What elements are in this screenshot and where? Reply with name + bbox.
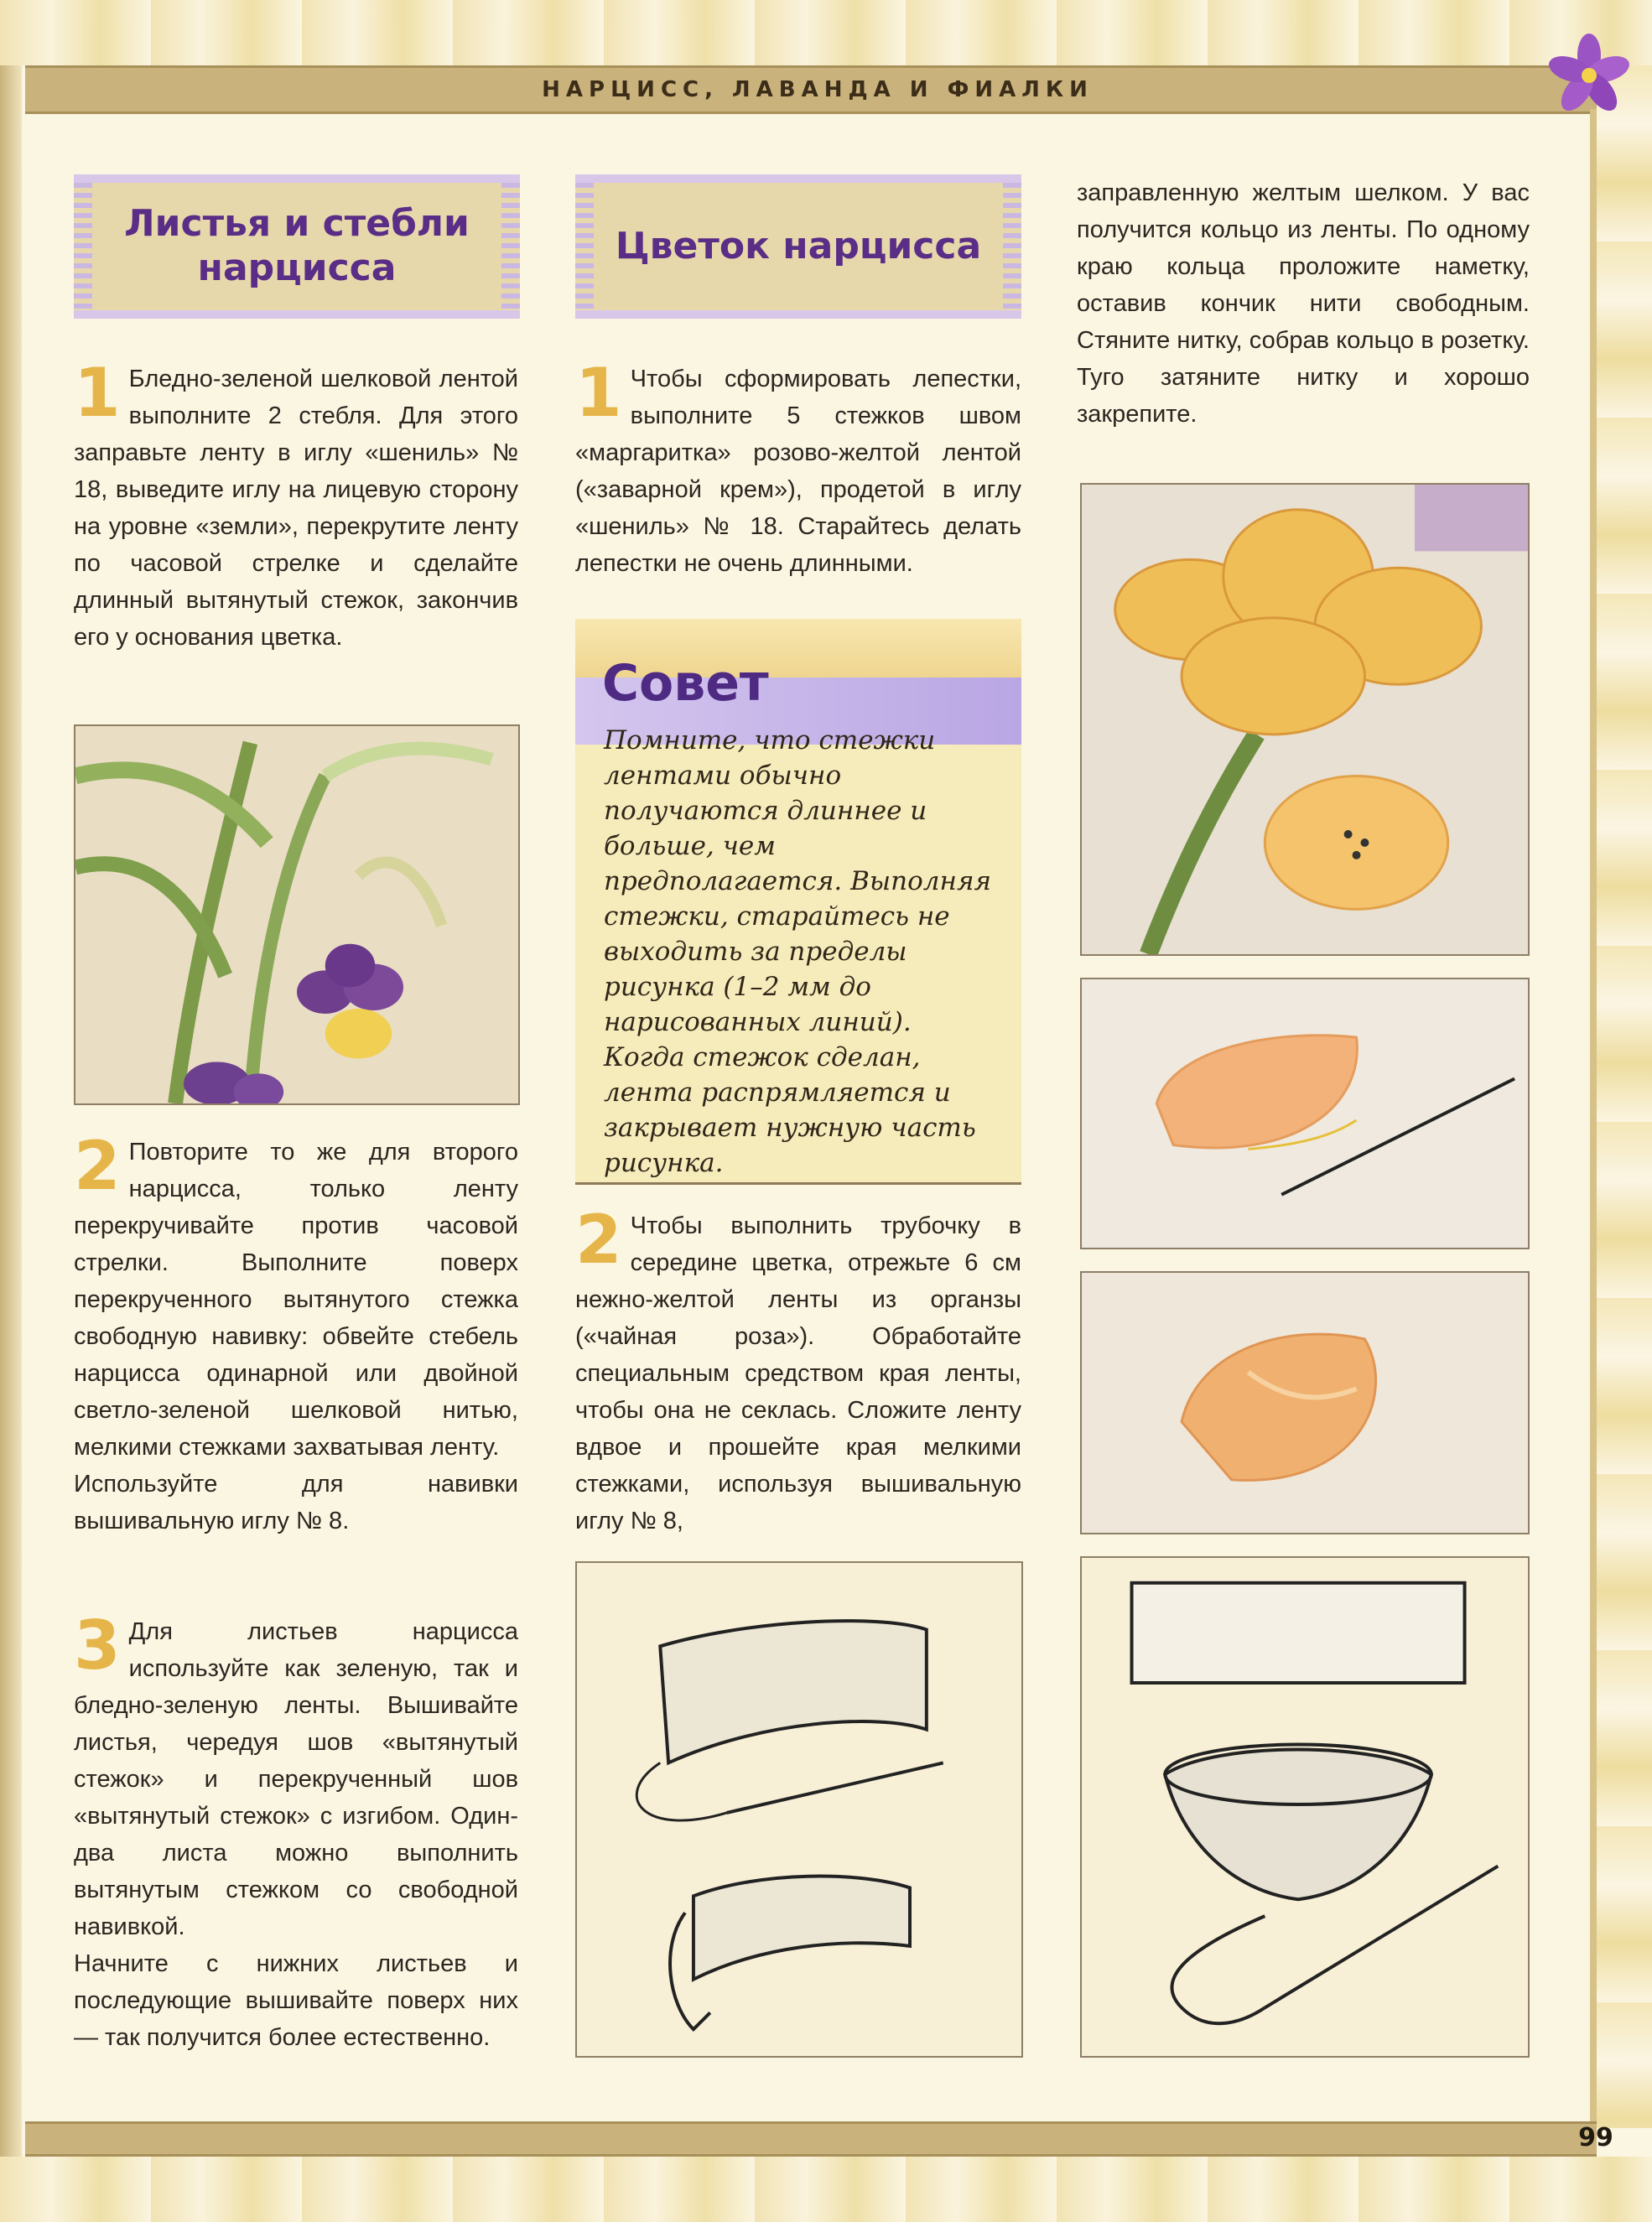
photo-gathered-ribbon bbox=[1080, 978, 1530, 1249]
section-title-leaves-line1: Листья и стебли bbox=[124, 202, 470, 246]
step-extra: Начните с нижних листьев и последующие вышивайте поверх них — так получится более естественно. bbox=[74, 1950, 518, 2051]
chapter-title: НАРЦИСС, ЛАВАНДА И ФИАЛКИ bbox=[542, 77, 1094, 102]
page-binding-shadow bbox=[0, 65, 22, 2162]
step-text: заправленную желтым шелком. У вас получится кольцо из ленты. По одному краю кольца проложите наметку, оставив кончик нити свободным. Стяните нитку, собрав кольцо в розетку. Туго затяните нитку и хорошо закрепите. bbox=[1077, 179, 1530, 428]
photo-ribbon-rosette bbox=[1080, 1271, 1530, 1534]
page-number: 99 bbox=[1578, 2123, 1613, 2152]
step-text: Чтобы сформировать лепестки, выполните 5 стежков швом «маргаритка» розово-желтой лентой («заварной крем»), продетой в иглу «шениль» № 18. Старайтесь делать лепестки не очень длинными. bbox=[575, 366, 1021, 577]
middle-step-1 bbox=[575, 354, 1021, 582]
step-text: Повторите то же для второго нарцисса, только ленту перекручивайте против часовой стрелки. Выполните поверх перекрученного вытянутого стежка свободную навивку: обвейте стебель нарцисса одинарной или двойной светло-зеленой шелковой нитью, мелкими стежками захватывая ленту. bbox=[74, 1139, 518, 1461]
diagram-rosette-gathering bbox=[1080, 1556, 1530, 2058]
right-continued-text bbox=[1077, 174, 1530, 433]
footer-band bbox=[25, 2121, 1597, 2157]
step-number: 1 bbox=[575, 354, 622, 432]
bottom-decorative-border bbox=[0, 2157, 1652, 2222]
diagram-ribbon-stitching bbox=[575, 1561, 1023, 2058]
step-extra: Используйте для навивки вышивальную иглу № 8. bbox=[74, 1471, 518, 1534]
right-stripe bbox=[1590, 109, 1597, 2121]
section-title-flower bbox=[575, 174, 1021, 319]
violet-flower-icon bbox=[1543, 29, 1635, 122]
step-text: Для листьев нарцисса используйте как зеленую, так и бледно-зеленую ленты. Вышивайте листья, чередуя шов «вытянутый стежок» и перекрученный шов «вытянутый стежок» с изгибом. Один-два листа можно выполнить вытянутым стежком со свободной навивкой. bbox=[74, 1618, 518, 1940]
advice-text: Помните, что стежки лентами обычно получаются длиннее и больше, чем предполагается. Выполняя стежки, старайтесь не выходить за пределы рисунка (1–2 мм до нарисованных линий). Когда стежок сделан, лента распрямляется и закрывает нужную часть рисунка. bbox=[604, 725, 992, 1178]
top-decorative-border bbox=[0, 0, 1652, 65]
advice-title: Совет bbox=[602, 654, 769, 713]
step-number: 3 bbox=[74, 1607, 121, 1685]
right-decorative-border bbox=[1597, 65, 1652, 2128]
left-step-1 bbox=[74, 354, 518, 656]
middle-step-2 bbox=[575, 1201, 1021, 1539]
left-step-2 bbox=[74, 1127, 518, 1539]
left-step-3 bbox=[74, 1607, 518, 2056]
step-text: Бледно-зеленой шелковой лентой выполните 2 стебля. Для этого заправьте ленту в иглу «шениль» № 18, выведите иглу на лицевую сторону на уровне «земли», перекрутите ленту по часовой стрелке и сделайте длинный вытянутый стежок, закончив его у основания цветка. bbox=[74, 366, 518, 651]
step-number: 1 bbox=[74, 354, 121, 432]
step-number: 2 bbox=[575, 1201, 622, 1279]
section-title-leaves-line2: нарцисса bbox=[197, 247, 397, 289]
header-band bbox=[25, 65, 1610, 114]
photo-daffodil-embroidery bbox=[1080, 483, 1530, 956]
section-title-flower-text: Цветок нарцисса bbox=[615, 224, 982, 267]
step-text: Чтобы выполнить трубочку в середине цветка, отрежьте 6 см нежно-желтой ленты из органзы («чайная роза»). Обработайте специальным средством края ленты, чтобы она не секлась. Сложите ленту вдвое и прошейте края мелкими стежками, используя вышивальную иглу № 8, bbox=[575, 1212, 1021, 1534]
step-number: 2 bbox=[74, 1127, 121, 1205]
photo-stems-and-violets bbox=[74, 724, 520, 1105]
section-title-leaves bbox=[74, 174, 520, 319]
